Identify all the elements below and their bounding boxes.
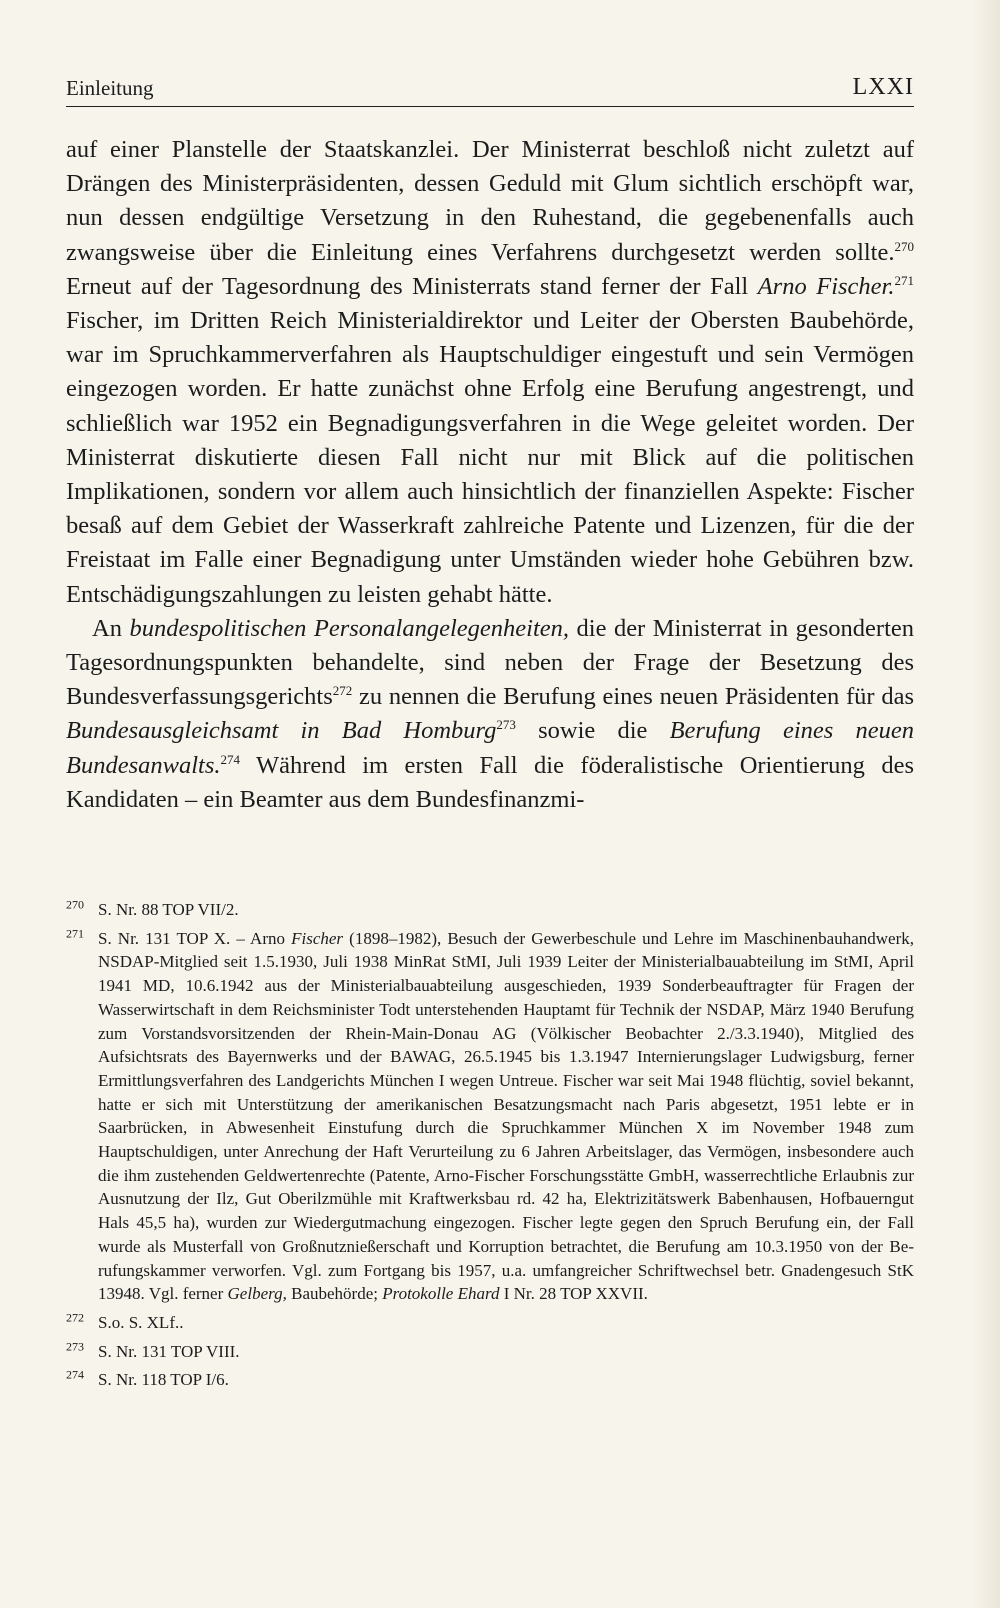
footnote-ref[interactable]: 274 bbox=[220, 751, 240, 767]
footnote-number-text: 273 bbox=[66, 1339, 84, 1353]
text-run: Erneut auf der Tagesordnung des Ministerrats stand ferner der Fall bbox=[66, 272, 758, 300]
emphasis-text: bundespolitischen Personalangelegenheiten, bbox=[129, 614, 570, 642]
page-number: LXXI bbox=[852, 74, 914, 100]
footnote-ref[interactable]: 270 bbox=[894, 238, 914, 254]
emphasis-text: Arno Fischer. bbox=[757, 272, 895, 300]
footnote bbox=[66, 1340, 914, 1364]
page-edge-shadow bbox=[972, 0, 1000, 1608]
footnote bbox=[66, 1311, 914, 1335]
text-run: zu nennen die Berufung eines neuen Präsidenten für das bbox=[352, 683, 914, 711]
footnote-number-text: 271 bbox=[66, 926, 84, 941]
footnote-ref[interactable]: 273 bbox=[496, 717, 516, 733]
text-run: sowie die bbox=[515, 717, 670, 745]
footnote bbox=[66, 1368, 914, 1392]
section-title: Einleitung bbox=[66, 76, 154, 100]
footnotes bbox=[66, 898, 914, 1397]
footnote-ref[interactable]: 271 bbox=[894, 272, 914, 288]
text-run: Während im ersten Fall die föderalistische Orientierung des Kandidaten – ein Beamter aus dem Bundesfinanzmi- bbox=[66, 751, 914, 813]
footnote-text: (1898–1982), Besuch der Gewerbeschule und Lehre im Maschinenbauhandwerk, NSDAP-Mitglied seit 1.5.1930, Juli 1938 MinRat StMI, Juli 1939 Leiter der Ministerialbauabteilung im StMI, April 1941 MD, 10.6.1942 aus der Ministerialbauabteilung ausgeschieden, 1939 Sonderbeauftragter für Fragen der Wasserwirtschaft in dem Reichsminister Todt unterstehenden Hauptamt für Technik der NSDAP, März 1940 Berufung zum Vorstandsvorsitzenden der Rhein-Main-Donau AG (Völkischer Beobachter 2./3.3.1940), Mitglied des Aufsichtsrats des Bayernwerks und der BAWAG, 26.5.1945 bis 1.3.1947 Internierungslager Ludwigsburg, ferner Ermittlungsverfahren des Landgerichts München I wegen Untreue. Fischer war seit Mai 1948 flüchtig, soviel bekannt, hatte er sich mit Unterstützung der amerikanischen Besatzungsmacht nach Paris abgesetzt, 1951 lebte er in Saarbrücken, in Abwesenheit Einstufung durch die Spruchkammer München X im November 1948 zum Hauptschuldigen, unter Anrechung der Haft Verurteilung zu 6 Jahren Arbeitslager, das Vermögen, insbesondere auch die ihm zustehenden Geldwertenrechte (Patente, Arno-Fischer Forschungsstätte GmbH, wasserrechtliche Erlaubnis zur Ausnutzung der Ilz, Gut Oberilzmühle mit Kraftwerksbau rd. 42 ha, Elektrizitätswerk Babenhausen, Hofbauerngut Hals 45,5 ha), wurden zur Wiedergutmachung eingezogen. Fischer legte gegen den Spruch Berufung ein, der Fall wurde als Musterfall von Großnutznießerschaft und Korruption betrachtet, die Berufung am 10.3.1950 von der Berufungskammer verworfen. Vgl. zum Fortgang bis 1957, u.a. umfangreicher Schriftwechsel betr. Gnadengesuch StK 13948. Vgl. ferner bbox=[98, 928, 914, 1304]
footnote-text: S. Nr. 131 TOP X. – Arno bbox=[98, 928, 292, 948]
running-header bbox=[66, 74, 914, 107]
footnote-number bbox=[66, 927, 84, 951]
footnote-ref[interactable]: 272 bbox=[332, 683, 353, 699]
footnote bbox=[66, 927, 914, 1306]
footnote-number-text: 272 bbox=[66, 1310, 84, 1325]
text-run: die der Ministerrat in gesonderten Tagesordnungspunkten behandelte, sind neben der Frage der Besetzung des Bundesverfassungsgerichts bbox=[66, 614, 914, 711]
emphasis-text: Gelberg, bbox=[227, 1284, 287, 1304]
text-run: Fischer, im Dritten Reich Ministerialdirektor und Leiter der Obersten Baubehörde, war im Spruchkammerverfahren als Hauptschuldiger eingestuft und sein Vermögen eingezogen worden. Er hatte zunächst ohne Erfolg eine Berufung angestrengt, und schließlich war 1952 ein Begnadigungsverfahren in die Wege geleitet worden. Der Ministerrat diskutierte diesen Fall nicht nur mit Blick auf die politischen Implikationen, sondern vor allem auch hinsichtlich der finanziellen Aspekte: Fischer besaß auf dem Gebiet der Wasserkraft zahlreiche Patente und Lizenzen, für die der Freistaat im Falle einer Begnadigung unter Umständen wieder hohe Gebühren bzw. Entschädigungszahlungen zu leisten gehabt hätte. bbox=[66, 307, 914, 608]
footnote-text: I Nr. 28 TOP XXVII. bbox=[499, 1284, 648, 1304]
main-text bbox=[66, 133, 914, 817]
emphasis-text: Berufung eines neuen Bundesanwalts. bbox=[66, 717, 914, 779]
paragraph bbox=[66, 612, 914, 817]
text-run: An bbox=[92, 614, 130, 642]
footnote bbox=[66, 898, 914, 922]
paragraph bbox=[66, 133, 914, 612]
text-run: auf einer Planstelle der Staatskanzlei. Der Ministerrat beschloß nicht zuletzt auf Drängen des Ministerpräsidenten, dessen Geduld mit Glum sichtlich erschöpft war, nun dessen endgültige Versetzung in den Ruhestand, die gegebenenfalls auch zwangsweise über die Einleitung eines Verfahrens durchgesetzt werden sollte. bbox=[66, 136, 914, 266]
footnote-number bbox=[66, 898, 84, 922]
footnote-text: Baubehörde; bbox=[286, 1284, 383, 1304]
footnote-number bbox=[66, 1340, 84, 1364]
footnote-text: S. Nr. 131 TOP VIII. bbox=[98, 1341, 240, 1361]
footnote-number bbox=[66, 1368, 84, 1392]
footnote-number-text: 274 bbox=[66, 1367, 84, 1382]
footnote-number-text: 270 bbox=[66, 897, 84, 912]
emphasis-text: Fischer bbox=[291, 928, 344, 948]
footnote-number bbox=[66, 1311, 84, 1335]
emphasis-text: Bundesausgleichsamt in Bad Homburg bbox=[66, 717, 497, 745]
footnote-text: S.o. S. XLf.. bbox=[98, 1312, 184, 1332]
emphasis-text: Protokolle Ehard bbox=[382, 1284, 500, 1304]
footnote-text: S. Nr. 118 TOP I/6. bbox=[98, 1370, 229, 1390]
footnote-text: S. Nr. 88 TOP VII/2. bbox=[98, 900, 239, 919]
